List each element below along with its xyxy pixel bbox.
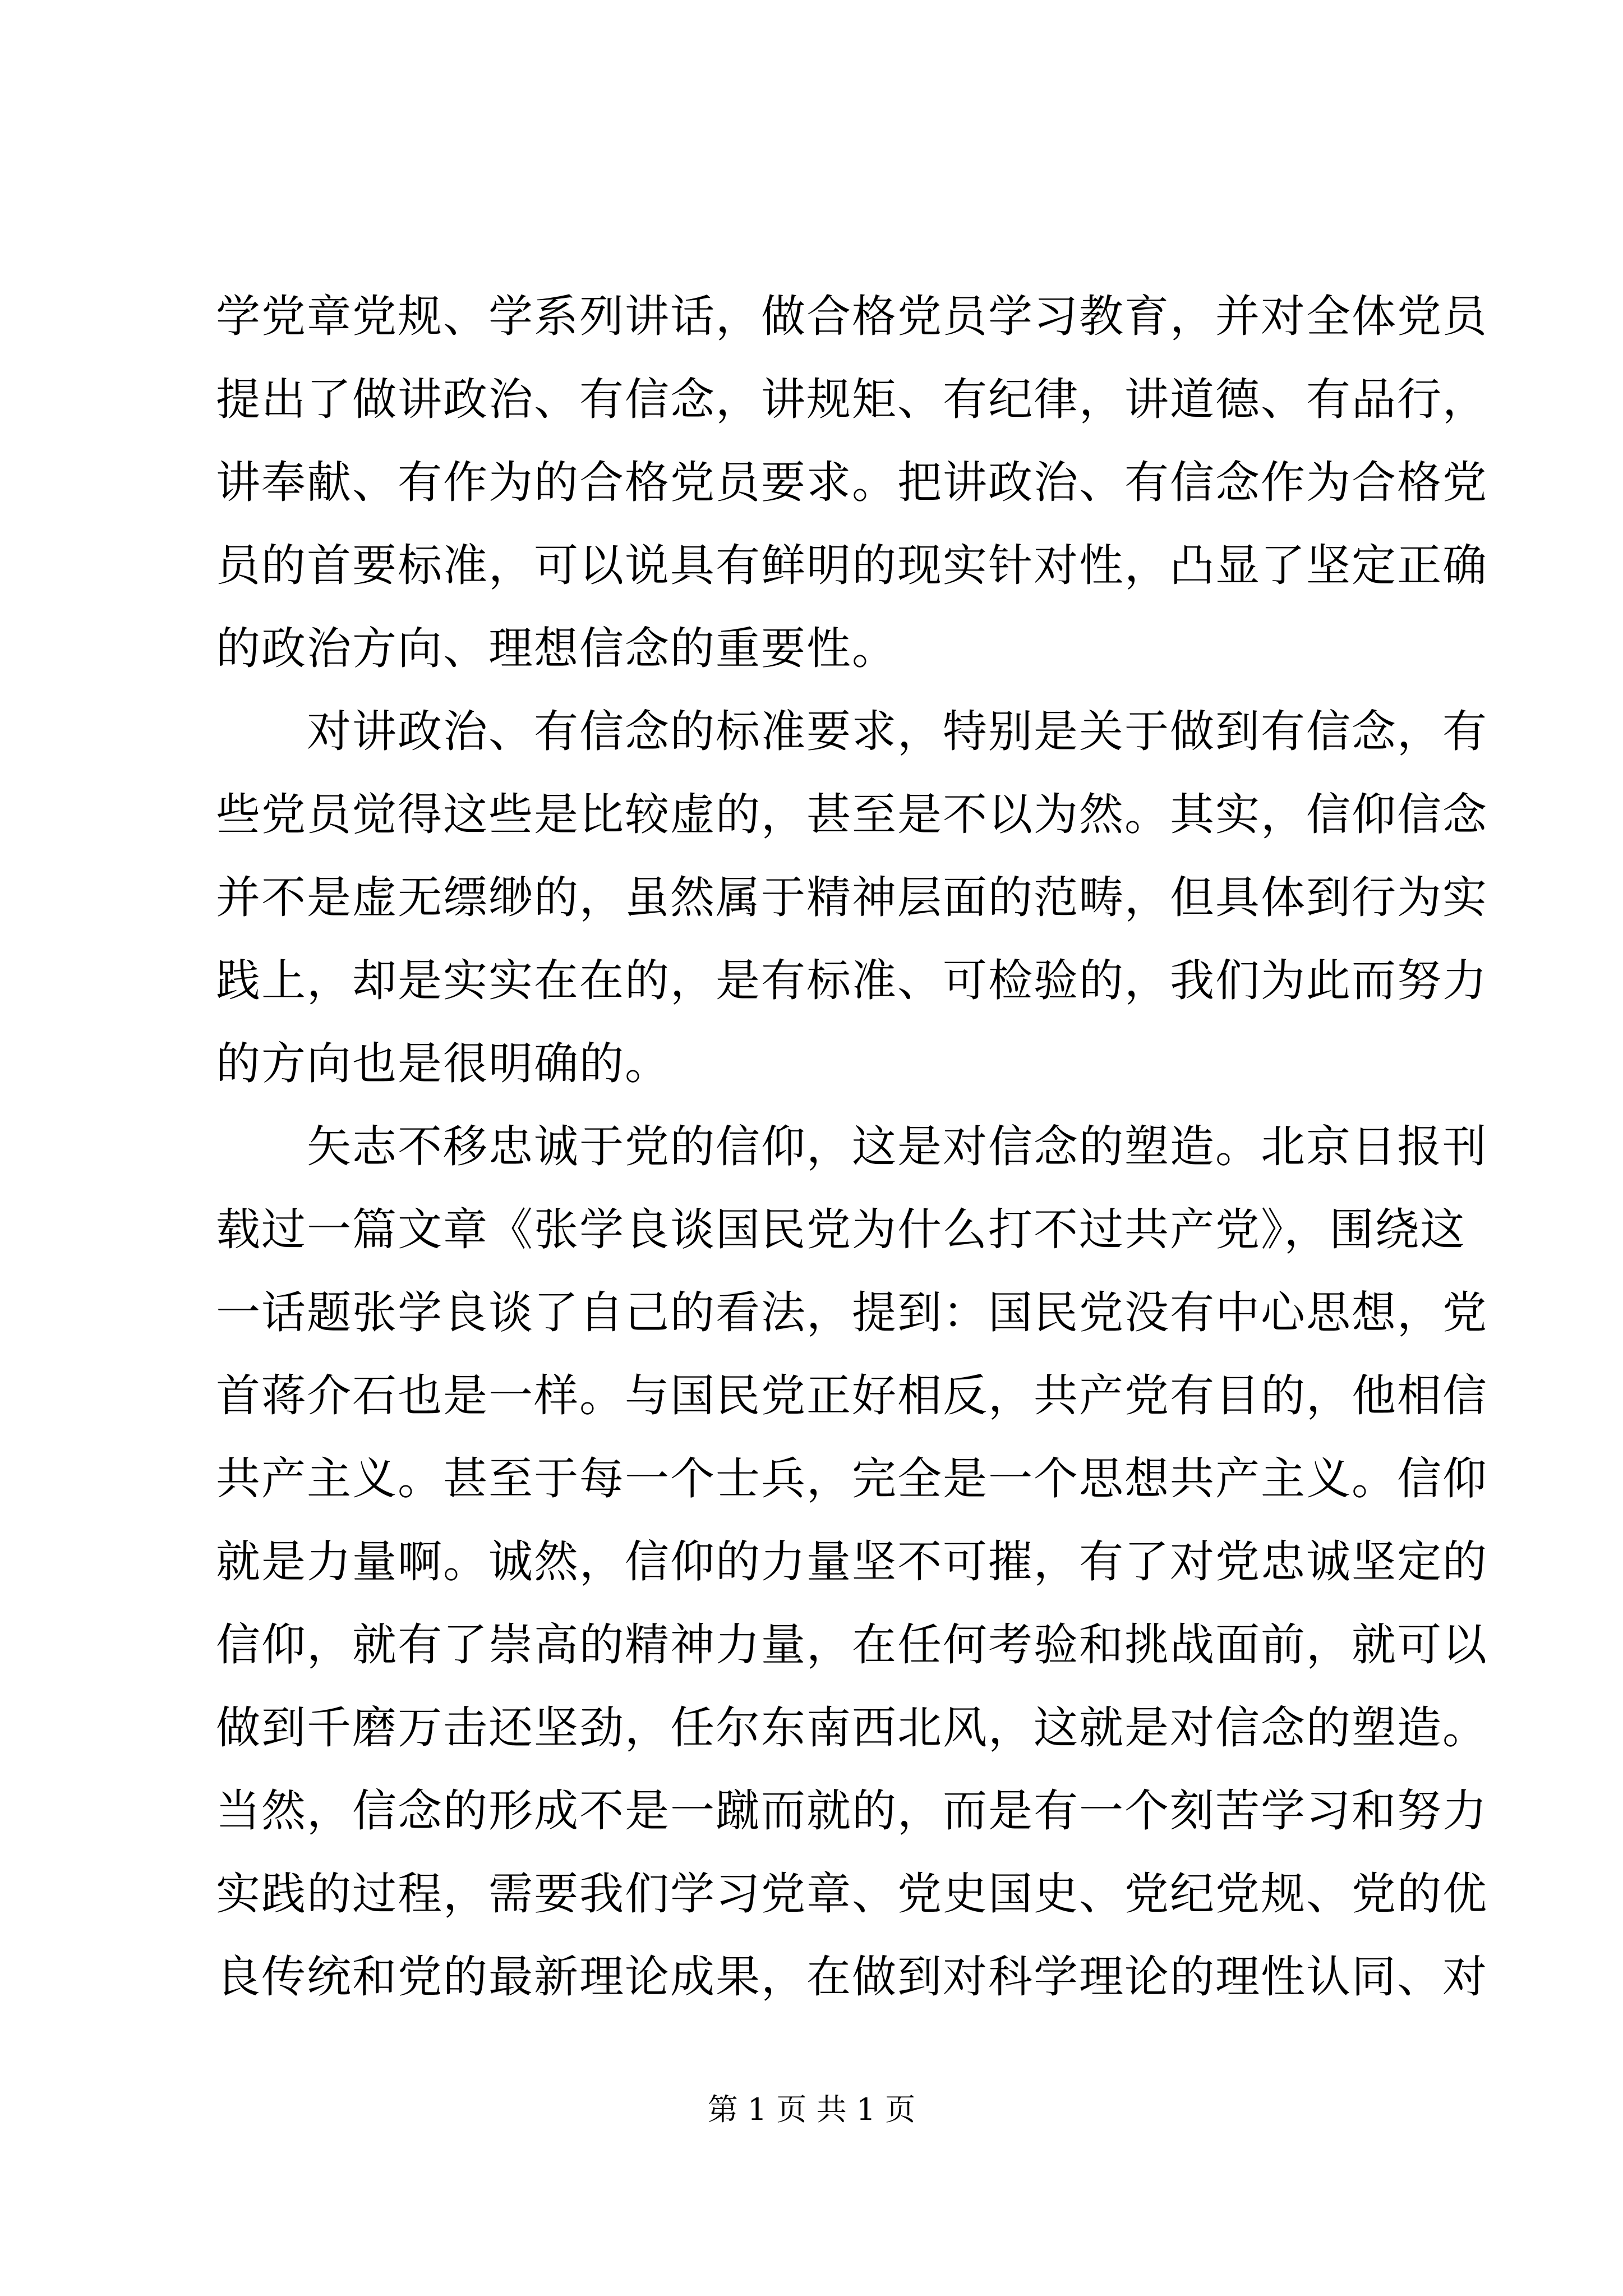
page-number-footer: 第 1 页 共 1 页 <box>707 2092 916 2127</box>
text-line: 些党员觉得这些是比较虚的，甚至是不以为然。其实，信仰信念 <box>216 789 1488 840</box>
body-text <box>216 275 1488 2018</box>
text-line: 首蒋介石也是一样。与国民党正好相反，共产党有目的，他相信 <box>216 1370 1488 1421</box>
text-line: 载过一篇文章《张学良谈国民党为什么打不过共产党》，围绕这 <box>216 1204 1466 1255</box>
text-line: 员的首要标准，可以说具有鲜明的现实针对性，凸显了坚定正确 <box>216 540 1488 591</box>
text-line: 共产主义。甚至于每一个士兵，完全是一个思想共产主义。信仰 <box>216 1453 1488 1504</box>
text-line: 矢志不移忠诚于党的信仰，这是对信念的塑造。北京日报刊 <box>216 1121 1488 1172</box>
text-line: 对讲政治、有信念的标准要求，特别是关于做到有信念，有 <box>216 706 1488 757</box>
text-line: 践上，却是实实在在的，是有标准、可检验的，我们为此而努力 <box>216 955 1488 1006</box>
text-line: 的方向也是很明确的。 <box>216 1038 670 1089</box>
text-line: 学党章党规、学系列讲话，做合格党员学习教育，并对全体党员 <box>216 291 1488 342</box>
text-line: 的政治方向、理想信念的重要性。 <box>216 623 897 674</box>
text-line: 就是力量啊。诚然，信仰的力量坚不可摧，有了对党忠诚坚定的 <box>216 1536 1488 1588</box>
text-line: 实践的过程，需要我们学习党章、党史国史、党纪党规、党的优 <box>216 1868 1488 1920</box>
text-line: 提出了做讲政治、有信念，讲规矩、有纪律，讲道德、有品行， <box>216 374 1488 425</box>
text-line: 信仰，就有了崇高的精神力量，在任何考验和挑战面前，就可以 <box>216 1619 1488 1671</box>
text-line: 讲奉献、有作为的合格党员要求。把讲政治、有信念作为合格党 <box>216 457 1488 508</box>
text-line: 良传统和党的最新理论成果，在做到对科学理论的理性认同、对 <box>216 1951 1488 2003</box>
text-line: 一话题张学良谈了自己的看法，提到：国民党没有中心思想，党 <box>216 1287 1488 1338</box>
text-line: 当然，信念的形成不是一蹴而就的，而是有一个刻苦学习和努力 <box>216 1785 1488 1837</box>
text-line: 做到千磨万击还坚劲，任尔东南西北风，这就是对信念的塑造。 <box>216 1702 1488 1754</box>
text-line: 并不是虚无缥缈的，虽然属于精神层面的范畴，但具体到行为实 <box>216 872 1488 923</box>
